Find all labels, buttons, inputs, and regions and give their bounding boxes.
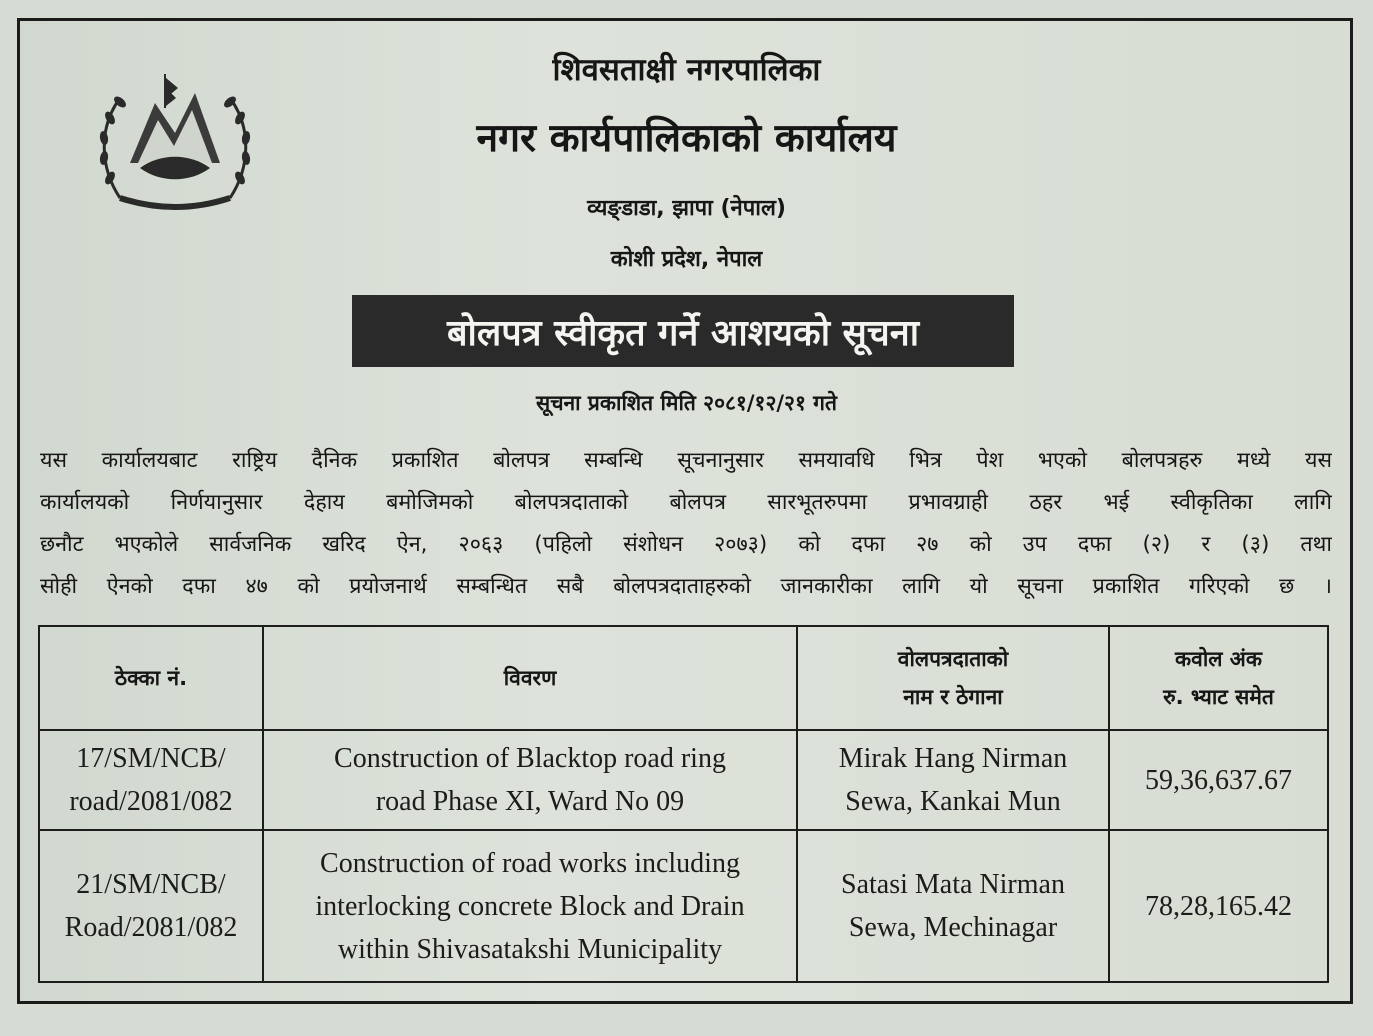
- header-amount-line: रु. भ्याट समेत: [1163, 685, 1274, 709]
- header-description: विवरण: [263, 626, 797, 730]
- header-bidder-line: नाम र ठेगाना: [903, 685, 1003, 709]
- header-bidder-line: वोलपत्रदाताको: [897, 647, 1009, 671]
- notice-paragraph-line: छनौट भएकोले सार्वजनिक खरिद ऐन, २०६३ (पहिलो संशोधन २०७३) को दफा २७ को उप दफा (२) र (३) तथा: [40, 532, 1332, 557]
- cell-line: 17/SM/NCB/: [76, 743, 226, 774]
- office-address: व्यङ्डाडा, झापा (नेपाल): [587, 196, 786, 221]
- table-header-row: [39, 626, 1328, 730]
- cell-line: Road/2081/082: [64, 912, 238, 943]
- notice-paragraph-line: यस कार्यालयबाट राष्ट्रिय दैनिक प्रकाशित बोलपत्र सम्बन्धि सूचनानुसार समयावधि भित्र पेश भएको बोलपत्रहरु मध्ये यस: [40, 448, 1332, 473]
- cell-line: interlocking concrete Block and Drain: [315, 890, 745, 922]
- cell-line: Construction of road works including: [320, 847, 740, 879]
- cell-line: Satasi Mata Nirman: [841, 869, 1065, 900]
- cell-line: Mirak Hang Nirman: [838, 743, 1068, 774]
- header-bidder: [797, 626, 1109, 730]
- header-amount: [1109, 626, 1328, 730]
- description-cell: [263, 730, 797, 830]
- amount-cell: 78,28,165.42: [1109, 830, 1328, 982]
- cell-line: road Phase XI, Ward No 09: [375, 786, 685, 817]
- table-row: [39, 830, 1328, 982]
- office-province: कोशी प्रदेश, नेपाल: [610, 247, 763, 272]
- cell-line: Sewa, Mechinagar: [848, 912, 1058, 943]
- amount-cell: 59,36,637.67: [1109, 730, 1328, 830]
- description-cell: [263, 830, 797, 982]
- bid-table: [38, 625, 1329, 983]
- bidder-cell: [797, 730, 1109, 830]
- header-amount-line: कवोल अंक: [1175, 647, 1262, 671]
- cell-line: within Shivasatakshi Municipality: [337, 933, 723, 965]
- cell-line: Construction of Blacktop road ring: [334, 743, 726, 774]
- contract-no-cell: [39, 730, 263, 830]
- notice-title: बोलपत्र स्वीकृत गर्ने आशयको सूचना: [352, 295, 1014, 367]
- cell-line: 21/SM/NCB/: [76, 869, 226, 900]
- table-row: [39, 730, 1328, 830]
- bidder-cell: [797, 830, 1109, 982]
- cell-line: Sewa, Kankai Mun: [845, 786, 1061, 817]
- contract-no-cell: [39, 830, 263, 982]
- notice-paragraph-line: सोही ऐनको दफा ४७ को प्रयोजनार्थ सम्बन्धित सबै बोलपत्रदाताहरुको जानकारीका लागि यो सूचना प्रकाशित गरिएको छ ।: [40, 574, 1332, 599]
- municipality-name: शिवसताक्षी नगरपालिका: [552, 52, 821, 88]
- cell-line: road/2081/082: [69, 786, 233, 817]
- notice-paragraph-line: कार्यालयको निर्णयानुसार देहाय बमोजिमको बोलपत्रदाताको बोलपत्र सारभूतरुपमा प्रभावग्राही ठहर भई स्वीकृतिका लागि: [40, 490, 1332, 515]
- published-date: सूचना प्रकाशित मिति २०८१/१२/२१ गते: [536, 391, 837, 415]
- office-name: नगर कार्यपालिकाको कार्यालय: [476, 116, 897, 161]
- header-contract-no: ठेक्का नं.: [39, 626, 263, 730]
